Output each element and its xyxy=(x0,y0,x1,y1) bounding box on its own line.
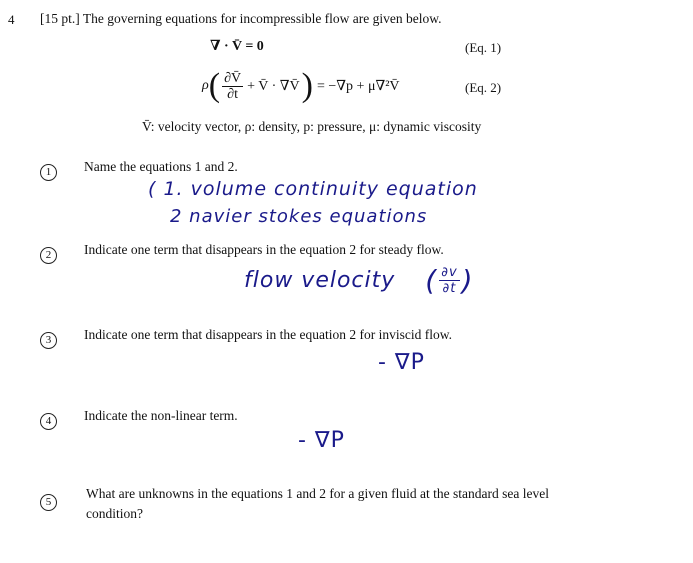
answer-2-open-paren: ( xyxy=(425,264,438,297)
q5-text-line1: What are unknowns in the equations 1 and 2 for a given fluid at the standard sea level xyxy=(86,486,549,501)
answer-2-denominator: ∂t xyxy=(442,281,457,296)
equation-1: ∇ · V̄ = 0 xyxy=(210,39,264,54)
equation-1-label: (Eq. 1) xyxy=(465,40,502,55)
answer-1-line1: ( 1. volume continuity equation xyxy=(148,178,478,200)
answer-4: - ∇P xyxy=(298,428,345,453)
answer-1-line2: 2 navier stokes equations xyxy=(170,206,428,227)
eq2-rho: ρ xyxy=(202,78,209,93)
eq2-convective: + V̄ · ∇V̄ xyxy=(247,78,300,94)
eq2-numerator: ∂V̄ xyxy=(224,70,242,86)
equation-2 xyxy=(202,65,400,107)
answer-2-numerator: ∂v xyxy=(441,265,458,280)
q1-number: 1 xyxy=(40,160,57,181)
answer-2-text: flow velocity xyxy=(244,268,396,293)
eq2-right-paren: ) xyxy=(301,67,313,104)
eq2-fraction xyxy=(222,71,243,102)
q2-number: 2 xyxy=(40,243,57,264)
q3-number: 3 xyxy=(40,328,57,349)
answer-2-close-paren: ) xyxy=(461,264,474,297)
q5-number: 5 xyxy=(40,490,57,511)
question-number: 4 xyxy=(8,12,15,27)
answer-2 xyxy=(244,264,474,297)
equation-2-label: (Eq. 2) xyxy=(465,80,502,95)
q3-text: Indicate one term that disappears in the equation 2 for inviscid flow. xyxy=(84,327,453,342)
question-header: [15 pt.] The governing equations for incompressible flow are given below. xyxy=(40,11,442,26)
answer-2-fraction xyxy=(439,265,459,296)
eq2-denominator: ∂t xyxy=(227,86,238,102)
eq2-left-paren: ( xyxy=(208,67,221,104)
answer-3: - ∇P xyxy=(378,350,425,375)
q4-number: 4 xyxy=(40,409,57,430)
variable-legend: V̄: velocity vector, ρ: density, p: pressure, μ: dynamic viscosity xyxy=(142,119,482,134)
q1-text: Name the equations 1 and 2. xyxy=(84,159,238,174)
q5-text-line2: condition? xyxy=(86,506,143,521)
q2-text: Indicate one term that disappears in the equation 2 for steady flow. xyxy=(84,242,444,257)
q4-text: Indicate the non-linear term. xyxy=(84,408,238,423)
eq2-rhs: = −∇p + μ∇²V̄ xyxy=(316,78,400,94)
